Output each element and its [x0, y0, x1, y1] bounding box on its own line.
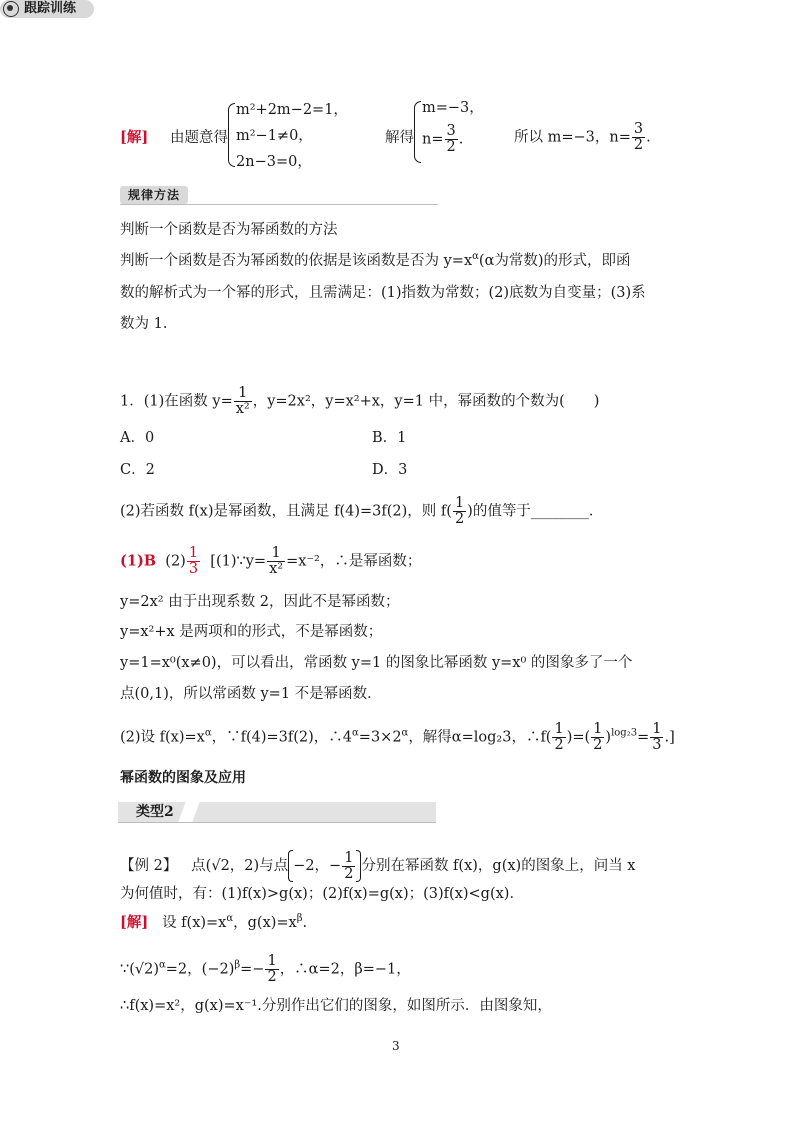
- method-line-2: 数的解析式为一个幂的形式，且需满足：(1)指数为常数；(2)底数为自变量；(3)系: [120, 285, 646, 301]
- method-line-3: 数为 1.: [120, 316, 168, 332]
- option-d: D．3: [372, 462, 408, 478]
- solve-text: 解得: [385, 130, 414, 146]
- question-1-part-1: 1．(1)在函数 y= $\frac{1}{\text{x²}}$ ，y=2x²，y=x²+x，y=1 中，幂函数的个数为( ): [120, 385, 600, 417]
- answer-1-line-1: (1)B (2) $\frac{1}{3}$ [(1)∵y= $\frac{1}{\text{x²}}$ =x⁻²，∴是幂函数；: [120, 545, 422, 577]
- type-tag-bar: [118, 802, 436, 823]
- system-line-1: m²+2m−2=1，: [236, 102, 348, 118]
- method-title: 判断一个函数是否为幂函数的方法: [120, 222, 338, 238]
- solution-lead: 由题意得: [170, 130, 228, 146]
- type-tag: 类型2: [136, 804, 174, 820]
- option-b: B．1: [372, 430, 407, 446]
- answer-1-line-6: (2)设 $f(x)=x^\alpha$，∵f(4)=3f(2)，$\therefore 4^\alpha=3\times 2^\alpha$，解得α=log₂3，∴f( $\frac{1}{2}$ )=( $\frac{1}{2}$ )$^{log_23}$= $\frac{1}{3}$ .]: [120, 721, 675, 753]
- solution-conclusion: 所以 m=−3，n= $\frac{3}{2}$ .: [514, 121, 651, 153]
- example-2-solution-line-3: ∴f(x)=x²，g(x)=x⁻¹.分别作出它们的图象，如图所示．由图象知，: [120, 998, 552, 1014]
- example-2-solution-line-2: $\because(√2)^\alpha=2$，$(-2)^\beta=-$ $\frac{1}{2}$ ，∴α=2，β=−1，: [120, 953, 411, 985]
- track-tag: 跟踪训练: [24, 1, 77, 16]
- answer-1-line-4: y=1=x⁰(x≠0)，可以看出，常函数 y=1 的图象比幂函数 y=x⁰ 的图象多了一个: [120, 655, 633, 671]
- method-tag: 规律方法: [120, 186, 188, 204]
- answer-1-line-3: y=x²+x 是两项和的形式，不是幂函数；: [120, 624, 383, 640]
- section-heading: 幂函数的图象及应用: [120, 770, 246, 786]
- solution-tag: [解]: [120, 129, 149, 146]
- page-number: 3: [392, 1039, 400, 1053]
- result-brace: [414, 101, 421, 163]
- result-line-1: m=−3，: [422, 100, 484, 116]
- type-tag-divider: [178, 802, 199, 822]
- target-icon: [3, 1, 19, 17]
- example-2-solution-line-1: [解] 设 $f(x)=x^\alpha$，$g(x)=x^\beta$.: [120, 913, 308, 931]
- method-line-1: 判断一个函数是否为幂函数的依据是该函数是否为 $y=x^\alpha(\alpha$为常数)的形式，即函: [120, 251, 631, 269]
- system-line-2: m²−1≠0，: [236, 128, 313, 144]
- question-1-part-2: (2)若函数 f(x)是幂函数，且满足 f(4)=3f(2)，则 f( $\frac{1}{2}$ )的值等于________．: [120, 495, 604, 527]
- method-tag-bar: [120, 186, 438, 205]
- track-tag-bar: [0, 0, 94, 18]
- example-2-line-2: 为何值时，有：(1)f(x)>g(x)；(2)f(x)=g(x)；(3)f(x)<g(x)．: [120, 886, 524, 902]
- system-brace: [228, 103, 235, 167]
- answer-1-line-5: 点(0,1)，所以常函数 y=1 不是幂函数．: [120, 686, 382, 702]
- option-a: A．0: [120, 430, 155, 446]
- answer-1-line-2: y=2x² 由于出现系数 2，因此不是幂函数；: [120, 594, 400, 610]
- system-line-3: 2n−3=0，: [236, 154, 312, 170]
- option-c: C．2: [120, 462, 155, 478]
- example-2-line-1: 【例 2】 点(√2，2)与点 −2，− $\frac{1}{2}$ 分别在幂函数 f(x)，g(x)的图象上，问当 x: [120, 849, 636, 882]
- result-line-2: n= $\frac{3}{2}$ .: [422, 123, 464, 155]
